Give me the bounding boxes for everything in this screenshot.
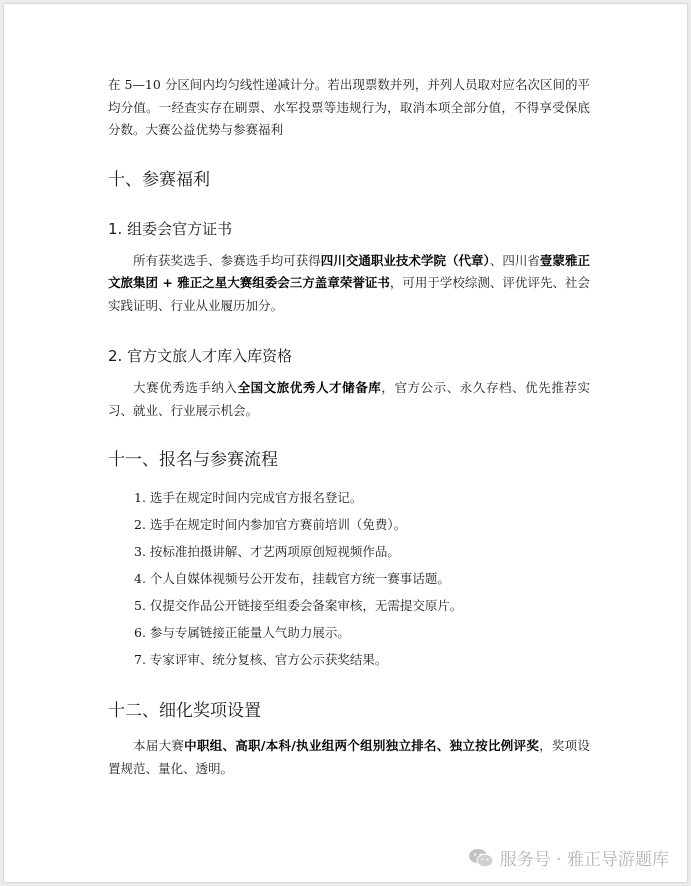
school-name: 四川交通职业技术学院（代章） (320, 252, 490, 268)
award-groups: 中职组、高职/本科/执业组两个组别独立排名、独立按比例评奖 (184, 738, 540, 753)
talent-pool-paragraph: 大赛优秀选手纳入全国文旅优秀人才储备库，官方公示、永久存档、优先推荐实习、就业、行业展示机会。 (108, 380, 590, 418)
list-item: 3. 按标准拍摄讲解、才艺两项原创短视频作品。 (134, 544, 400, 559)
document-page (4, 4, 687, 882)
section-12-heading: 十二、细化奖项设置 (108, 701, 261, 721)
certificate-paragraph: 所有获奖选手、参赛选手均可获得四川交通职业技术学院（代章）、四川省壹蒙雅正文旅集团 + 雅正之星大赛组委会三方盖章荣誉证书，可用于学校综测、评优评先、社会实践证明、行业从业履历加分。 (108, 252, 590, 313)
talent-pool-name: 全国文旅优秀人才储备库 (237, 380, 382, 395)
list-item: 2. 选手在规定时间内参加官方赛前培训（免费）。 (134, 517, 407, 532)
section-10-heading: 十、参赛福利 (108, 169, 210, 190)
section-10-2-heading: 2. 官方文旅人才库入库资格 (108, 347, 293, 365)
wechat-icon (468, 848, 494, 868)
document-content (108, 74, 590, 780)
watermark-text: 服务号 · 雅正导游题库 (499, 850, 669, 870)
list-item: 7. 专家评审、统分复核、官方公示获奖结果。 (134, 652, 388, 667)
list-item: 4. 个人自媒体视频号公开发布，挂载官方统一赛事话题。 (134, 571, 450, 586)
process-steps-list (108, 484, 590, 673)
list-item: 6. 参与专属链接正能量人气助力展示。 (134, 625, 350, 640)
intro-paragraph: 在 5—10 分区间内均匀线性递减计分。若出现票数并列，并列人员取对应名次区间的平均分值。一经查实存在刷票、水军投票等违规行为，取消本项全部分值，不得享受保底分数。大赛公益优势与参赛福利 (108, 77, 590, 137)
certificate-issuers: 壹蒙雅正文旅集团 + 雅正之星大赛组委会三方盖章荣誉证书 (108, 252, 590, 290)
watermark (468, 845, 669, 870)
section-11-heading: 十一、报名与参赛流程 (108, 450, 278, 470)
list-item: 5. 仅提交作品公开链接至组委会备案审核，无需提交原片。 (134, 598, 463, 613)
list-item: 1. 选手在规定时间内完成官方报名登记。 (134, 490, 363, 505)
awards-paragraph: 本届大赛中职组、高职/本科/执业组两个组别独立排名、独立按比例评奖，奖项设置规范、量化、透明。 (108, 738, 590, 776)
section-10-1-heading: 1. 组委会官方证书 (108, 219, 233, 238)
